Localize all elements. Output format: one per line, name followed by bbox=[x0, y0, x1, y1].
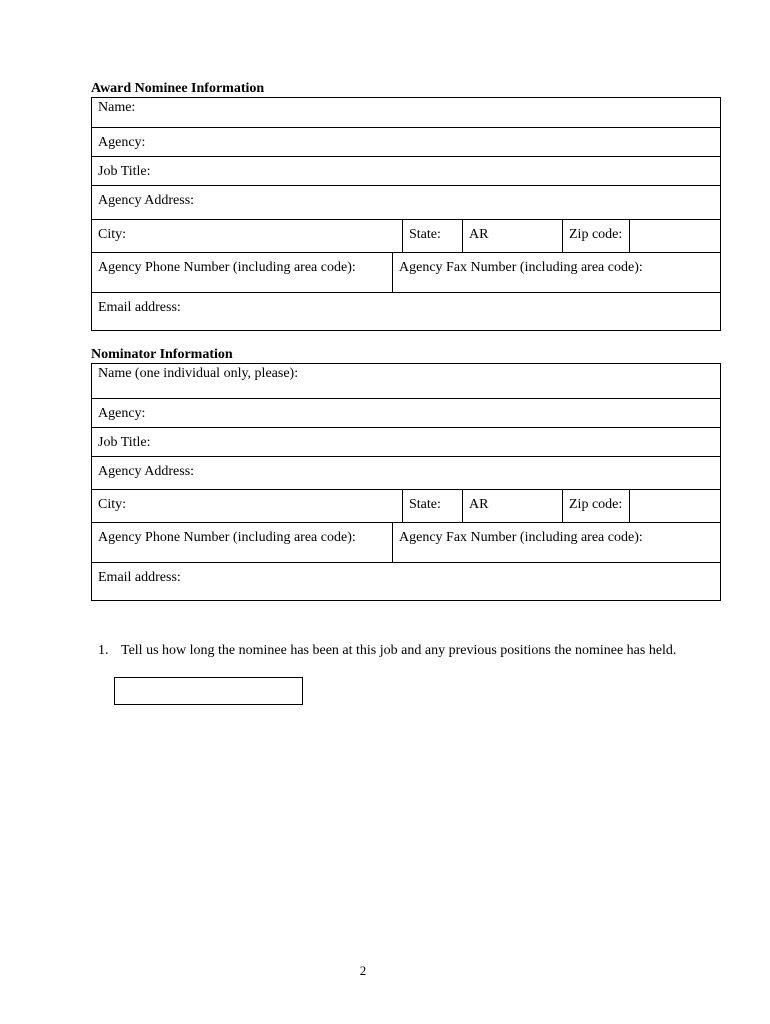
nominator-email-row[interactable] bbox=[92, 562, 720, 600]
nominator-zip-field[interactable] bbox=[629, 490, 720, 522]
nominator-address-row[interactable] bbox=[92, 456, 720, 489]
question-1-answer-field[interactable] bbox=[114, 677, 303, 705]
nominee-section-heading: Award Nominee Information bbox=[91, 81, 265, 96]
nominee-zip-label: Zip code: bbox=[562, 220, 629, 252]
nominator-form bbox=[91, 363, 721, 601]
nominee-phone-fax-row bbox=[92, 252, 720, 292]
nominee-job-title-label: Job Title: bbox=[98, 164, 151, 179]
nominator-phone-label[interactable]: Agency Phone Number (including area code): bbox=[98, 530, 356, 545]
nominator-city-state-zip-row bbox=[92, 489, 720, 522]
question-1-text: Tell us how long the nominee has been at this job and any previous positions the nominee has held. bbox=[121, 643, 677, 658]
nominee-city-state-zip-row bbox=[92, 219, 720, 252]
nominee-job-title-row[interactable] bbox=[92, 156, 720, 185]
nominee-name-row[interactable] bbox=[92, 98, 720, 127]
nominator-name-label: Name (one individual only, please): bbox=[98, 366, 299, 381]
nominator-email-label: Email address: bbox=[98, 570, 181, 585]
nominee-email-row[interactable] bbox=[92, 292, 720, 330]
nominee-form bbox=[91, 97, 721, 331]
nominee-email-label: Email address: bbox=[98, 300, 181, 315]
nominator-address-label: Agency Address: bbox=[98, 464, 195, 479]
nominator-state-label: State: bbox=[402, 490, 462, 522]
nominee-address-row[interactable] bbox=[92, 185, 720, 219]
nominator-fax-label[interactable]: Agency Fax Number (including area code): bbox=[392, 523, 720, 562]
nominator-zip-label: Zip code: bbox=[562, 490, 629, 522]
nominator-job-title-label: Job Title: bbox=[98, 435, 151, 450]
nominee-zip-field[interactable] bbox=[629, 220, 720, 252]
nominator-state-value[interactable]: AR bbox=[462, 490, 562, 522]
nominee-state-label: State: bbox=[402, 220, 462, 252]
nominee-state-value[interactable]: AR bbox=[462, 220, 562, 252]
nominee-city-label[interactable]: City: bbox=[98, 227, 127, 242]
nominator-city-label[interactable]: City: bbox=[98, 497, 127, 512]
page-number: 2 bbox=[359, 963, 367, 978]
nominator-phone-fax-row bbox=[92, 522, 720, 562]
nominator-name-row[interactable] bbox=[92, 364, 720, 398]
nominee-fax-label[interactable]: Agency Fax Number (including area code): bbox=[392, 253, 720, 292]
nominee-phone-label[interactable]: Agency Phone Number (including area code): bbox=[98, 260, 356, 275]
nominator-job-title-row[interactable] bbox=[92, 427, 720, 456]
question-1 bbox=[98, 643, 676, 659]
nominee-name-label: Name: bbox=[98, 100, 136, 115]
nominator-agency-row[interactable] bbox=[92, 398, 720, 427]
nominee-agency-row[interactable] bbox=[92, 127, 720, 156]
nominee-address-label: Agency Address: bbox=[98, 193, 195, 208]
nominator-section-heading: Nominator Information bbox=[91, 347, 233, 362]
question-1-number: 1. bbox=[98, 643, 109, 658]
nominator-agency-label: Agency: bbox=[98, 406, 146, 421]
nominee-agency-label: Agency: bbox=[98, 135, 146, 150]
